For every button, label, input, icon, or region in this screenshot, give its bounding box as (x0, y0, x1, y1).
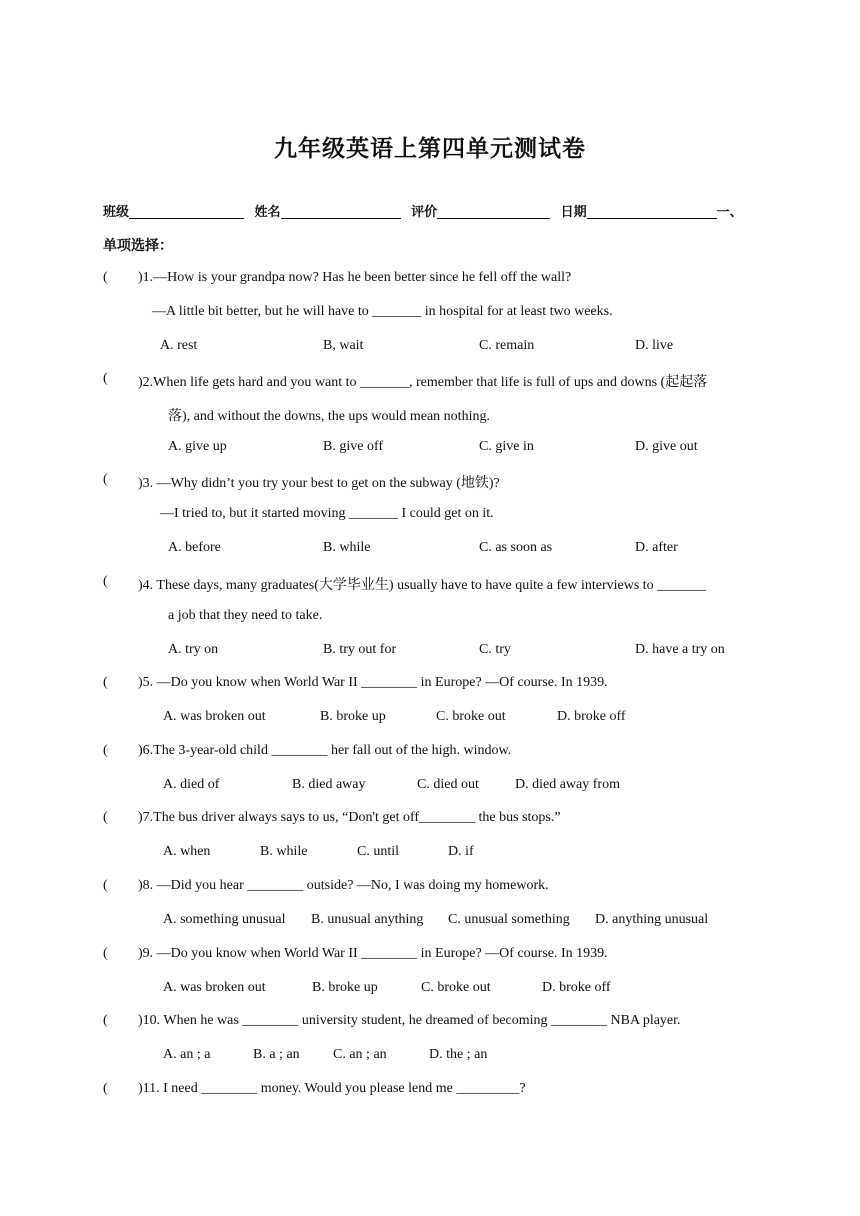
answer-paren[interactable]: ( (103, 675, 108, 690)
answer-option[interactable]: D. the ; an (429, 1047, 488, 1062)
answer-option[interactable]: C. as soon as (479, 540, 553, 555)
answer-option[interactable]: C. unusual something (448, 912, 570, 927)
answer-option[interactable]: D. give out (635, 439, 698, 454)
answer-option[interactable]: A. died of (163, 777, 220, 792)
answer-paren[interactable]: ( (103, 1081, 108, 1096)
answer-option[interactable]: C. try (479, 642, 511, 657)
answer-option[interactable]: A. try on (168, 642, 219, 657)
answer-option[interactable]: D. broke off (557, 709, 626, 724)
class-blank[interactable] (129, 204, 244, 219)
question-text: a job that they need to take. (168, 608, 323, 623)
answer-option[interactable]: A. something unusual (163, 912, 286, 927)
name-label: 姓名 (254, 205, 281, 220)
answer-option[interactable]: B. a ; an (253, 1047, 300, 1062)
question-text: )5. —Do you know when World War II ________ in Europe? —Of course. In 1939. (138, 675, 608, 690)
student-info-row (103, 201, 763, 220)
answer-option[interactable]: A. when (163, 844, 211, 859)
question-text: )3. —Why didn’t you try your best to get on the subway (地铁)? (138, 476, 500, 491)
answer-paren[interactable]: ( (103, 1013, 108, 1028)
answer-paren[interactable]: ( (103, 743, 108, 758)
answer-option[interactable]: D. broke off (542, 980, 611, 995)
answer-paren[interactable]: ( (103, 574, 108, 589)
answer-option[interactable]: B. give off (323, 439, 384, 454)
name-blank[interactable] (281, 204, 401, 219)
question-text: )6.The 3-year-old child ________ her fall out of the high. window. (138, 743, 512, 758)
question-text: )7.The bus driver always says to us, “Don't get off________ the bus stops.” (138, 810, 561, 825)
question-text: )1.—How is your grandpa now? Has he been better since he fell off the wall? (138, 270, 572, 285)
answer-option[interactable]: D. live (635, 338, 674, 353)
answer-option[interactable]: B, wait (323, 338, 364, 353)
answer-option[interactable]: D. died away from (515, 777, 620, 792)
answer-option[interactable]: C. broke out (421, 980, 491, 995)
question-text: )11. I need ________ money. Would you please lend me _________? (138, 1081, 526, 1096)
answer-paren[interactable]: ( (103, 371, 108, 386)
answer-option[interactable]: A. give up (168, 439, 227, 454)
question-text: )10. When he was ________ university student, he dreamed of becoming ________ NBA player. (138, 1013, 681, 1028)
question-text: )4. These days, many graduates(大学毕业生) usually have to have quite a few interviews to _______ (138, 578, 707, 593)
answer-option[interactable]: C. broke out (436, 709, 506, 724)
section-title: 单项选择： (103, 238, 173, 254)
answer-option[interactable]: B. died away (292, 777, 366, 792)
date-label: 日期 (560, 205, 587, 220)
answer-paren[interactable]: ( (103, 946, 108, 961)
answer-option[interactable]: B. while (323, 540, 371, 555)
answer-option[interactable]: D. if (448, 844, 474, 859)
answer-option[interactable]: D. anything unusual (595, 912, 709, 927)
answer-option[interactable]: C. remain (479, 338, 535, 353)
answer-option[interactable]: A. before (168, 540, 221, 555)
date-blank[interactable] (587, 204, 717, 219)
answer-option[interactable]: A. rest (160, 338, 198, 353)
page-title: 九年级英语上第四单元测试卷 (274, 136, 586, 162)
question-text: —A little bit better, but he will have to _______ in hospital for at least two weeks. (152, 304, 613, 319)
answer-option[interactable]: A. an ; a (163, 1047, 211, 1062)
question-text: )2.When life gets hard and you want to _______, remember that life is full of ups and downs (起起落 (138, 375, 708, 390)
answer-paren[interactable]: ( (103, 270, 108, 285)
answer-option[interactable]: B. unusual anything (311, 912, 424, 927)
answer-option[interactable]: A. was broken out (163, 709, 266, 724)
question-text: )9. —Do you know when World War II ________ in Europe? —Of course. In 1939. (138, 946, 608, 961)
answer-option[interactable]: D. after (635, 540, 678, 555)
answer-option[interactable]: C. died out (417, 777, 479, 792)
grade-blank[interactable] (437, 204, 550, 219)
answer-paren[interactable]: ( (103, 472, 108, 487)
class-label: 班级 (103, 205, 130, 220)
question-text: —I tried to, but it started moving _______ I could get on it. (160, 506, 494, 521)
section-number: 一、 (716, 205, 743, 220)
answer-option[interactable]: C. until (357, 844, 400, 859)
answer-option[interactable]: A. was broken out (163, 980, 266, 995)
answer-option[interactable]: D. have a try on (635, 642, 725, 657)
answer-option[interactable]: B. try out for (323, 642, 397, 657)
question-text: )8. —Did you hear ________ outside? —No, I was doing my homework. (138, 878, 549, 893)
answer-paren[interactable]: ( (103, 810, 108, 825)
answer-paren[interactable]: ( (103, 878, 108, 893)
answer-option[interactable]: C. give in (479, 439, 534, 454)
answer-option[interactable]: B. broke up (312, 980, 378, 995)
question-text: 落), and without the downs, the ups would mean nothing. (168, 409, 490, 424)
answer-option[interactable]: B. broke up (320, 709, 386, 724)
answer-option[interactable]: C. an ; an (333, 1047, 387, 1062)
grade-label: 评价 (411, 205, 438, 220)
answer-option[interactable]: B. while (260, 844, 308, 859)
